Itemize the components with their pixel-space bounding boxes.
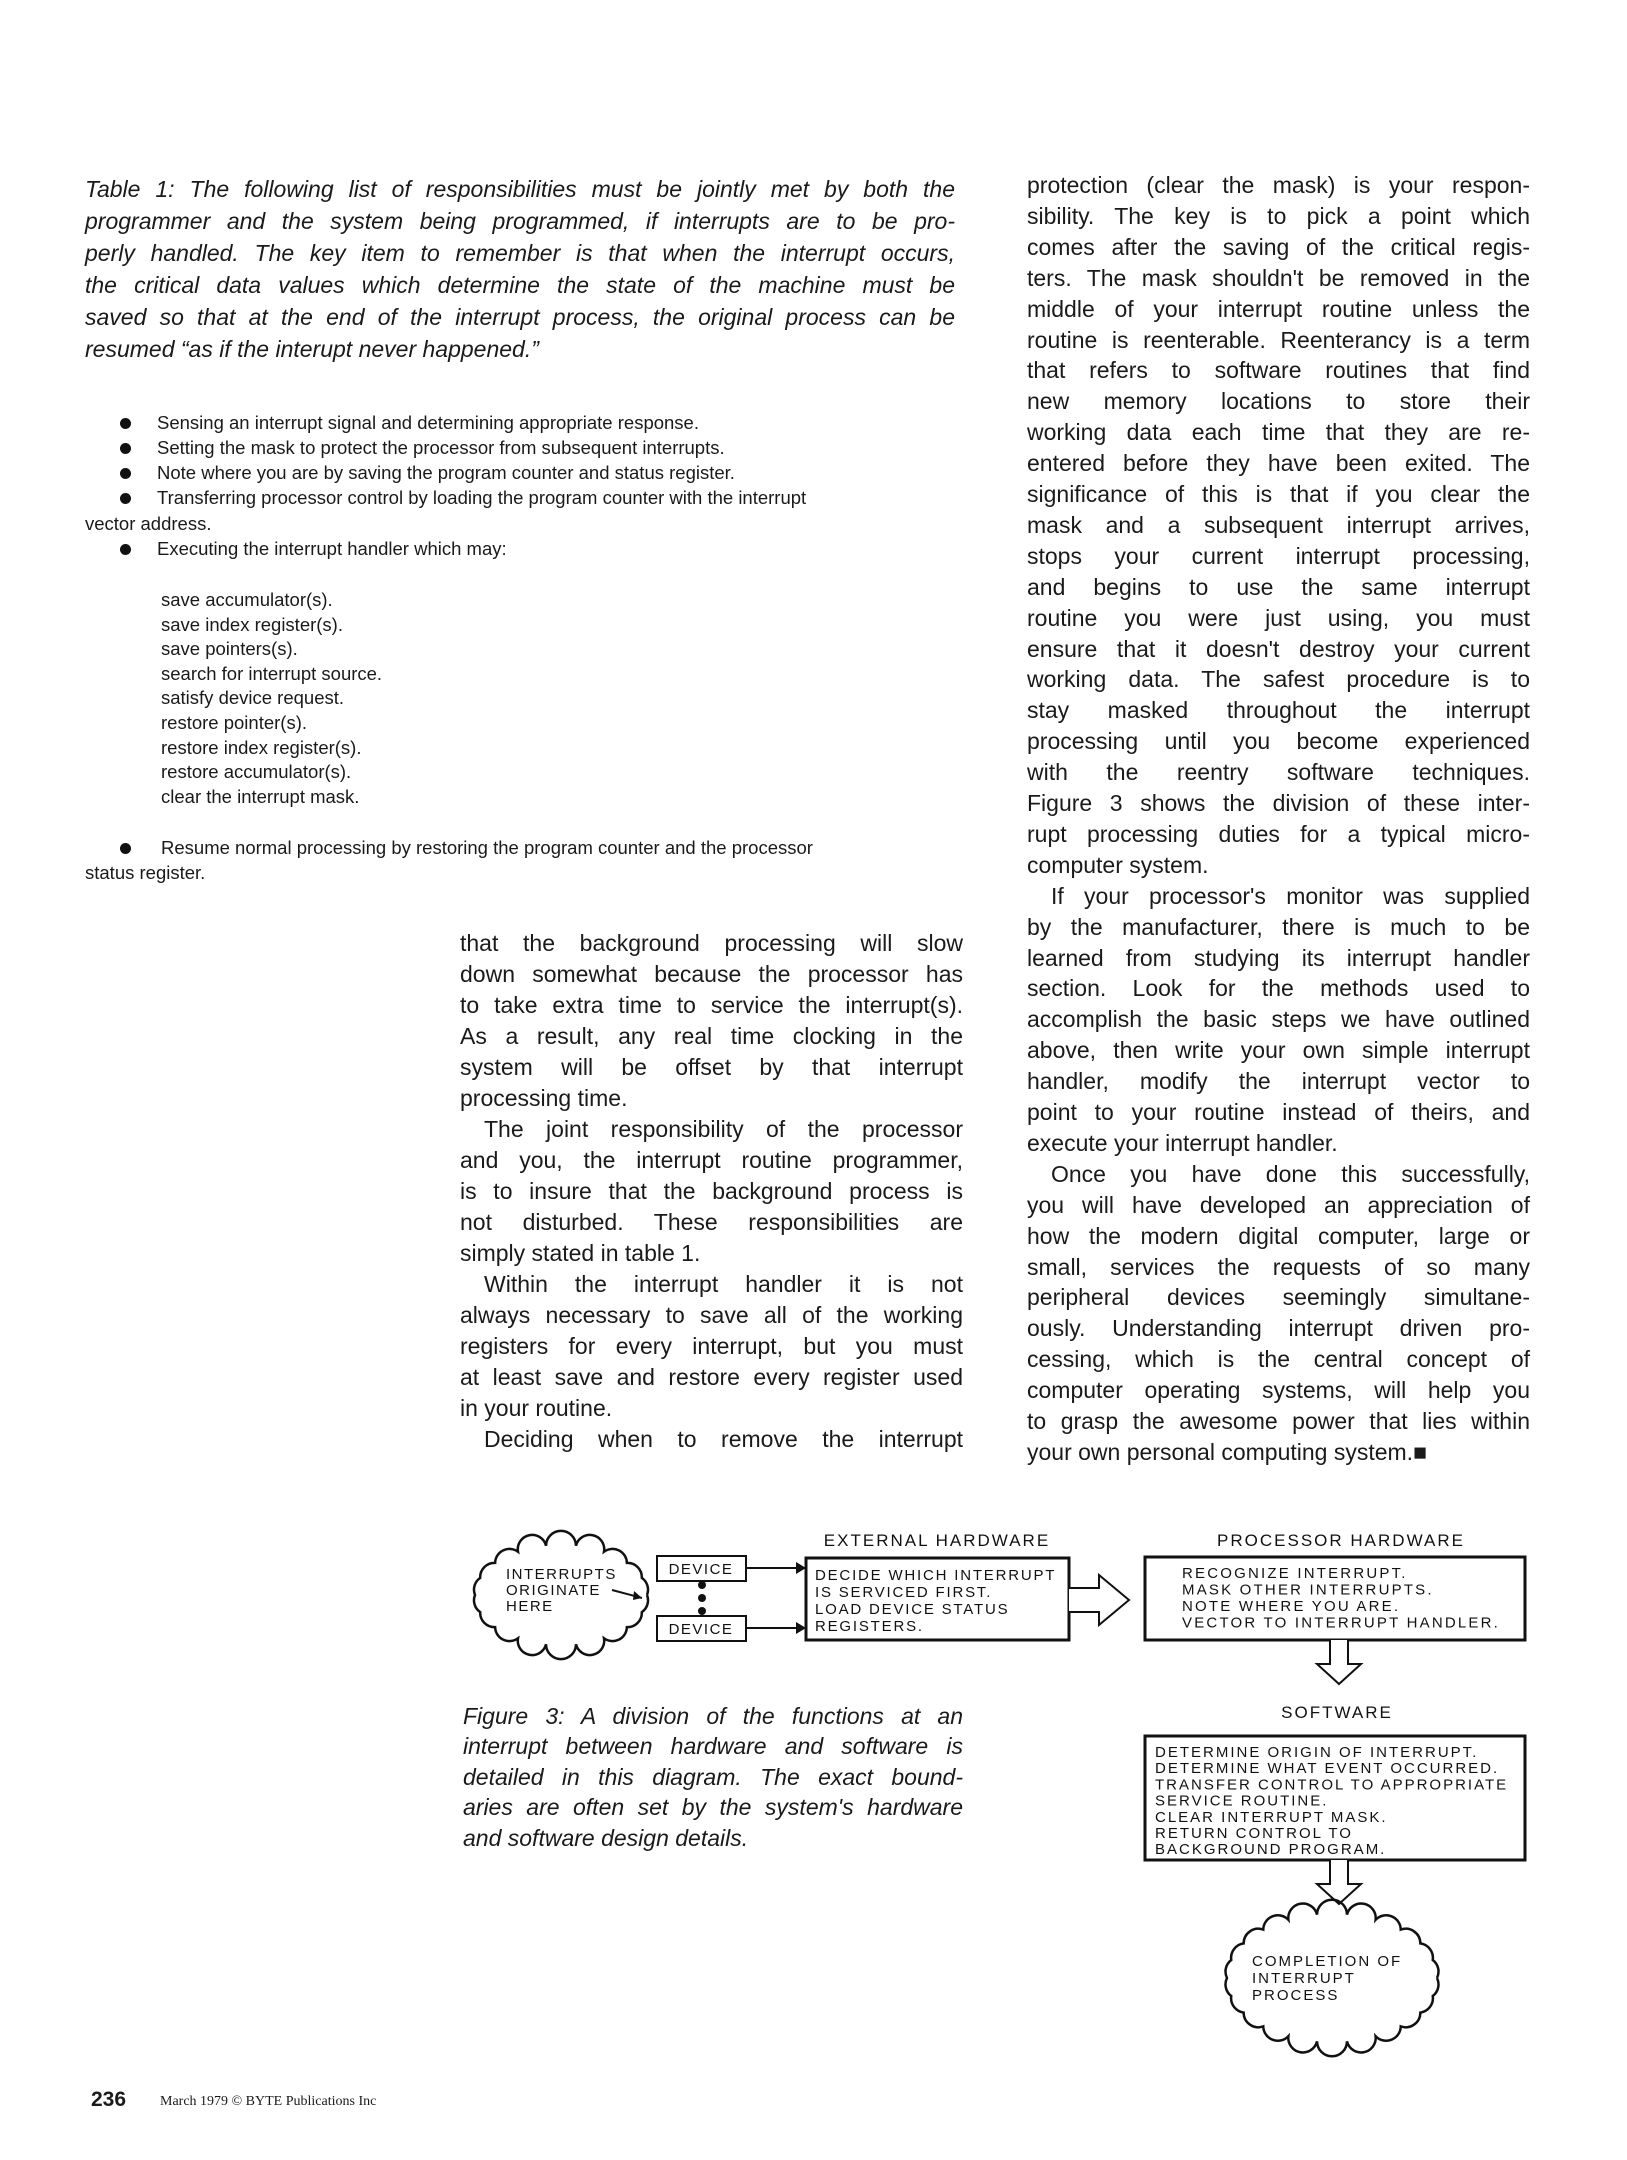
text-line: registers for every interrupt, but you must <box>460 1333 963 1359</box>
page-number: 236 <box>91 2088 127 2111</box>
external-box-text: LOAD DEVICE STATUS <box>815 1601 1010 1618</box>
text-line: working data. The safest procedure is to <box>1027 666 1530 693</box>
list-item: Transferring processor control by loading the program counter with the interrupt <box>157 487 807 508</box>
software-box-text: BACKGROUND PROGRAM. <box>1155 1841 1387 1859</box>
text-line: and you, the interrupt routine programmer, <box>460 1147 963 1173</box>
text-line: middle of your interrupt routine unless the <box>1027 295 1530 322</box>
external-box-text: DECIDE WHICH INTERRUPT <box>815 1567 1057 1584</box>
ellipsis-dot <box>698 1581 706 1589</box>
processor-hardware-label: PROCESSOR HARDWARE <box>1217 1531 1465 1550</box>
list-item: Note where you are by saving the program counter and status register. <box>157 462 735 483</box>
processor-box-text: RECOGNIZE INTERRUPT. <box>1182 1565 1408 1582</box>
sub-item: save pointers(s). <box>161 638 298 660</box>
ellipsis-dot <box>698 1594 706 1602</box>
text-line: Deciding when to remove the interrupt <box>484 1426 963 1452</box>
text-line: system will be offset by that interrupt <box>460 1054 963 1080</box>
text-line: protection (clear the mask) is your respon- <box>1027 172 1530 198</box>
text-line: The joint responsibility of the processor <box>484 1116 963 1142</box>
caption-line: aries are often set by the system's hardware <box>463 1794 963 1821</box>
text-line: Within the interrupt handler it is not <box>484 1271 963 1297</box>
text-line: down somewhat because the processor has <box>460 961 963 987</box>
text-line: mask and a subsequent interrupt arrives, <box>1027 511 1530 538</box>
caption-line: Figure 3: A division of the functions at an <box>463 1703 963 1729</box>
caption-line: detailed in this diagram. The exact bound- <box>463 1763 963 1790</box>
text-line: Figure 3 shows the division of these inter- <box>1027 790 1530 816</box>
caption-line: perly handled. The key item to remember is that when the interrupt occurs, <box>85 240 955 266</box>
sub-item: satisfy device request. <box>161 687 345 709</box>
cloud-end-text: COMPLETION OF <box>1252 1953 1403 1970</box>
list-item-wrap: vector address. <box>85 513 212 534</box>
text-line: you will have developed an appreciation of <box>1027 1191 1530 1218</box>
caption-line: the critical data values which determine the state of the machine must be <box>85 272 955 298</box>
text-line: is to insure that the background process is <box>460 1178 963 1204</box>
text-line: ously. Understanding interrupt driven pro- <box>1027 1315 1530 1342</box>
cloud-source-text: INTERRUPTS <box>506 1566 617 1583</box>
text-line: section. Look for the methods used to <box>1027 975 1530 1002</box>
text-line: working data each time that they are re- <box>1027 419 1530 446</box>
software-box-text: RETURN CONTROL TO <box>1155 1825 1353 1842</box>
text-line: not disturbed. These responsibilities are <box>460 1209 963 1235</box>
software-label: SOFTWARE <box>1281 1703 1393 1722</box>
external-hardware-label: EXTERNAL HARDWARE <box>823 1531 1051 1550</box>
text-line: accomplish the basic steps we have outlined <box>1027 1006 1530 1033</box>
device-label: DEVICE <box>668 1621 734 1638</box>
text-line: ters. The mask shouldn't be removed in the <box>1027 264 1530 291</box>
text-line: and begins to use the same interrupt <box>1027 573 1530 600</box>
list-item-wrap: status register. <box>85 862 206 883</box>
sub-item: search for interrupt source. <box>161 662 383 684</box>
list-item: Setting the mask to protect the processor from subsequent interrupts. <box>157 437 725 458</box>
software-box-text: TRANSFER CONTROL TO APPROPRIATE <box>1155 1776 1509 1794</box>
text-line: routine you were just using, you must <box>1027 604 1530 631</box>
sub-item: restore accumulator(s). <box>161 761 352 783</box>
hollow-arrow-down-icon <box>1317 1640 1361 1684</box>
text-line: If your processor's monitor was supplied <box>1051 882 1530 909</box>
text-line: comes after the saving of the critical regis- <box>1027 233 1530 260</box>
text-line: your own personal computing system.■ <box>1027 1438 1427 1465</box>
text-line: computer operating systems, will help you <box>1027 1377 1530 1404</box>
text-line: with the reentry software techniques. <box>1027 759 1530 786</box>
text-line: always necessary to save all of the working <box>460 1302 963 1328</box>
text-line: new memory locations to store their <box>1027 388 1530 415</box>
text-line: point to your routine instead of theirs, and <box>1027 1099 1530 1125</box>
text-line: significance of this is that if you clear the <box>1027 481 1530 507</box>
processor-box-text: NOTE WHERE YOU ARE. <box>1182 1598 1401 1615</box>
cloud-end-text: INTERRUPT <box>1252 1970 1356 1987</box>
external-box-text: REGISTERS. <box>815 1618 924 1635</box>
text-line: to grasp the awesome power that lies within <box>1027 1408 1530 1434</box>
text-line: cessing, which is the central concept of <box>1027 1346 1530 1373</box>
caption-line: Table 1: The following list of responsibilities must be jointly met by both the <box>85 176 955 202</box>
software-box-text: CLEAR INTERRUPT MASK. <box>1155 1808 1388 1826</box>
text-line: in your routine. <box>460 1395 613 1421</box>
text-line: rupt processing duties for a typical micro- <box>1027 820 1530 847</box>
text-line: how the modern digital computer, large or <box>1027 1222 1530 1249</box>
text-line: stops your current interrupt processing, <box>1027 542 1530 569</box>
list-item: Resume normal processing by restoring the program counter and the processor <box>161 837 813 858</box>
text-line: ensure that it doesn't destroy your current <box>1027 635 1530 662</box>
caption-line: resumed “as if the interupt never happened.” <box>85 336 539 362</box>
processor-box-text: MASK OTHER INTERRUPTS. <box>1182 1581 1434 1599</box>
caption-line: interrupt between hardware and software is <box>463 1733 963 1760</box>
text-line: peripheral devices seemingly simultane- <box>1027 1284 1530 1311</box>
cloud-source-text: ORIGINATE <box>506 1582 601 1599</box>
sub-item: save index register(s). <box>161 613 343 635</box>
sub-item: clear the interrupt mask. <box>161 785 360 807</box>
device-label: DEVICE <box>668 1561 734 1578</box>
text-line: by the manufacturer, there is much to be <box>1027 913 1530 940</box>
text-line: to take extra time to service the interrupt(s). <box>460 992 963 1018</box>
text-line: routine is reenterable. Reenterancy is a term <box>1027 326 1530 353</box>
hollow-arrow-down-icon <box>1317 1860 1361 1904</box>
text-line: handler, modify the interrupt vector to <box>1027 1068 1530 1095</box>
text-line: small, services the requests of so many <box>1027 1253 1530 1280</box>
software-box-text: DETERMINE ORIGIN OF INTERRUPT. <box>1155 1744 1479 1761</box>
software-box-text: SERVICE ROUTINE. <box>1155 1792 1329 1810</box>
footer-issue: March 1979 © BYTE Publications Inc <box>160 2094 377 2109</box>
software-box-text: DETERMINE WHAT EVENT OCCURRED. <box>1155 1760 1500 1778</box>
caption-line: saved so that at the end of the interrupt process, the original process can be <box>85 304 955 330</box>
text-line: stay masked throughout the interrupt <box>1027 697 1530 724</box>
ellipsis-dot <box>698 1607 706 1615</box>
text-line: processing time. <box>460 1085 628 1111</box>
sub-item: restore pointer(s). <box>161 712 307 733</box>
caption-line: programmer and the system being programmed, if interrupts are to be pro- <box>85 208 955 234</box>
list-item: Executing the interrupt handler which may: <box>157 538 507 559</box>
cloud-source-text: HERE <box>506 1598 554 1615</box>
cloud-end-text: PROCESS <box>1252 1987 1340 2004</box>
text-line: sibility. The key is to pick a point which <box>1027 202 1530 229</box>
text-line: entered before they have been exited. The <box>1027 450 1530 477</box>
list-item: Sensing an interrupt signal and determining appropriate response. <box>157 412 699 433</box>
text-line: simply stated in table 1. <box>460 1240 701 1266</box>
sub-item: restore index register(s). <box>161 736 362 758</box>
text-line: that refers to software routines that find <box>1027 357 1530 384</box>
text-line: computer system. <box>1027 851 1209 878</box>
hollow-arrow-right-icon <box>1069 1575 1129 1625</box>
sub-item: save accumulator(s). <box>161 589 333 610</box>
text-line: processing until you become experienced <box>1027 728 1530 755</box>
text-line: at least save and restore every register used <box>460 1364 963 1390</box>
text-line: Once you have done this successfully, <box>1051 1160 1530 1187</box>
text-line: above, then write your own simple interrupt <box>1027 1037 1530 1064</box>
text-line: that the background processing will slow <box>460 930 963 956</box>
processor-box-text: VECTOR TO INTERRUPT HANDLER. <box>1182 1614 1501 1632</box>
caption-line: and software design details. <box>463 1824 749 1851</box>
external-box-text: IS SERVICED FIRST. <box>815 1584 993 1601</box>
text-line: As a result, any real time clocking in the <box>460 1023 963 1049</box>
text-line: learned from studying its interrupt handler <box>1027 944 1530 971</box>
text-line: execute your interrupt handler. <box>1027 1129 1338 1156</box>
